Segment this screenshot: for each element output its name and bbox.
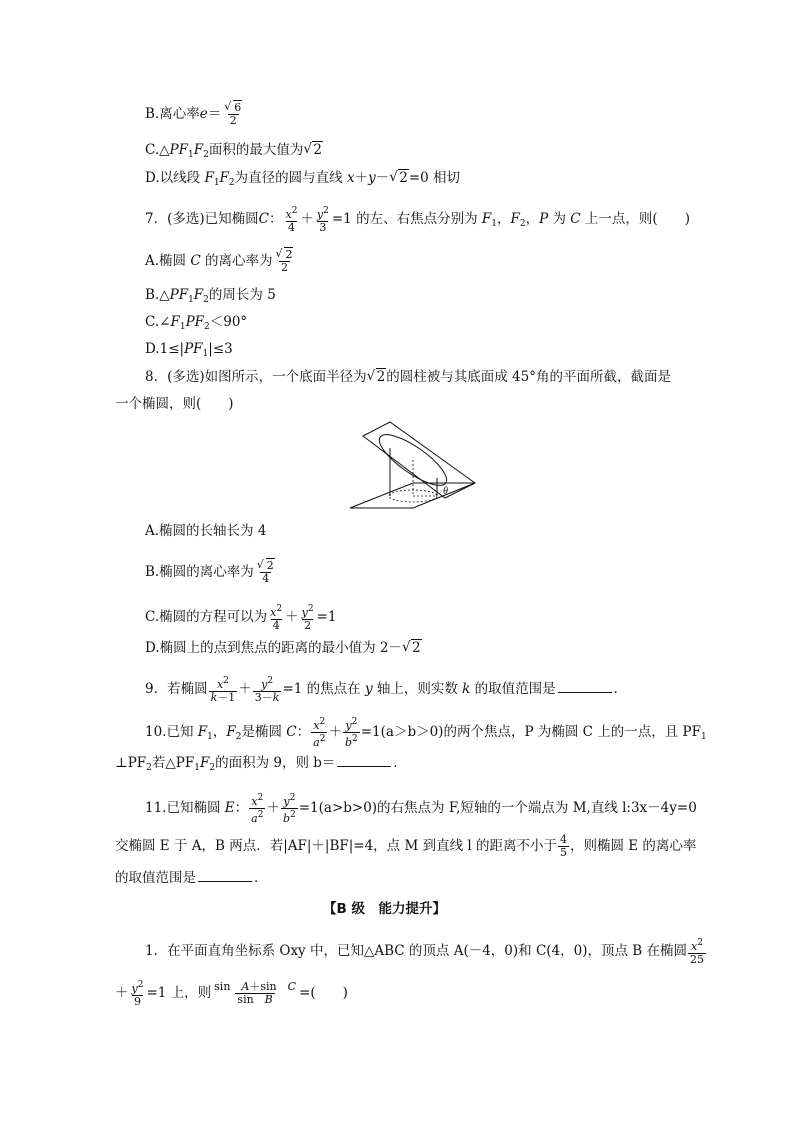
- question-8: 8．(多选)如图所示，一个底面半径为√ 2的圆柱被与其底面成 45°角的平面所截，截面是: [145, 368, 671, 386]
- question-10: 10.已知 $F_1$，$F_2$是椭圆 C： $\frac{x^2}{a^2}$ ＋ $\frac{y^2}{b^2}$ =1(a＞b＞0)的两个焦点，P 为椭圆 C 上的一点，且 $PF_1$: [145, 717, 707, 749]
- theta-label: θ: [443, 486, 448, 497]
- q7-option-d: $D.1\le|PF_1|\le 3$: [145, 341, 233, 359]
- b-question-1: 1．在平面直角坐标系 Oxy 中，已知△ABC 的顶点 A(－4，0)和 C(4，0)，顶点 B 在椭圆 $\frac{x^2}{25}$: [145, 938, 704, 966]
- question-7: 7．(多选)已知椭圆C： $\frac{x^2}{4}$ ＋ $\frac{y^2}{3}$ =1 的左、右焦点分别为 $F_1$，$F_2$，P 为 C 上一点，则( ): [145, 206, 690, 234]
- cylinder-section-figure: [345, 418, 480, 513]
- answer-blank: [558, 680, 612, 693]
- q8-option-d: D.椭圆上的点到焦点的距离的最小值为 2－√ 2: [145, 639, 422, 657]
- b-question-1-cont: ＋ $\frac{y^2}{9}$ =1 上，则 $\frac{\text{sin A＋sin C}}{\text{sin B}}$ =( ): [115, 980, 348, 1008]
- question-9: 9．若椭圆 $\frac{x^2}{k-1}$ ＋ $\frac{y^2}{3-k}$ =1 的焦点在 y 轴上，则实数 k 的取值范围是 ．: [145, 676, 628, 704]
- q8-option-b: B.椭圆的离心率为 √ $\frac{2}{4}$: [145, 560, 278, 585]
- q8-option-a: A.椭圆的长轴长为 4: [145, 523, 267, 539]
- q7-option-b: $B.\triangle PF_1F_2$的周长为 5: [145, 287, 276, 305]
- option-b-eccentricity: B.离心率e＝ √ $\frac{6}{2}$: [145, 102, 245, 127]
- question-10-cont: $\perp PF_2$若$\triangle PF_1F_2$的面积为 9，则 b＝ ．: [115, 755, 407, 773]
- option-c-area: $C.\triangle PF_1F_2$面积的最大值为√ 2: [145, 141, 323, 164]
- q7-option-c: $C.\angle F_1PF_2<90^\circ$: [145, 314, 248, 332]
- question-8-cont: 一个椭圆，则( ): [115, 396, 234, 412]
- q8-option-c: C.椭圆的方程可以为 $\frac{x^2}{4}$ ＋ $\frac{y^2}{2}$ =1: [145, 604, 337, 632]
- question-11-cont: 交椭圆 E 于 A，B 两点．若|AF|＋|BF|=4，点 M 到直线 l 的距离不小于 $\frac{4}{5}$ ，则椭圆 E 的离心率: [115, 833, 697, 859]
- option-d-tangent: D.以线段 $F_1F_2$为直径的圆与直线 x＋y－√ 2=0 相切: [145, 169, 460, 192]
- section-heading: 【B 级 能力提升】: [323, 901, 446, 917]
- answer-blank: [198, 869, 252, 882]
- question-11: 11.已知椭圆 E： $\frac{x^2}{a^2}$ ＋ $\frac{y^2}{b^2}$ =1(a>b>0)的右焦点为 F,短轴的一个端点为 M,直线 l:3x－4y=0: [145, 793, 697, 825]
- question-11-cont2: 的取值范围是 ．: [115, 870, 268, 886]
- answer-blank: [337, 754, 391, 767]
- q7-option-a: A.椭圆 C 的离心率为 √ $\frac{2}{2}$: [145, 249, 296, 274]
